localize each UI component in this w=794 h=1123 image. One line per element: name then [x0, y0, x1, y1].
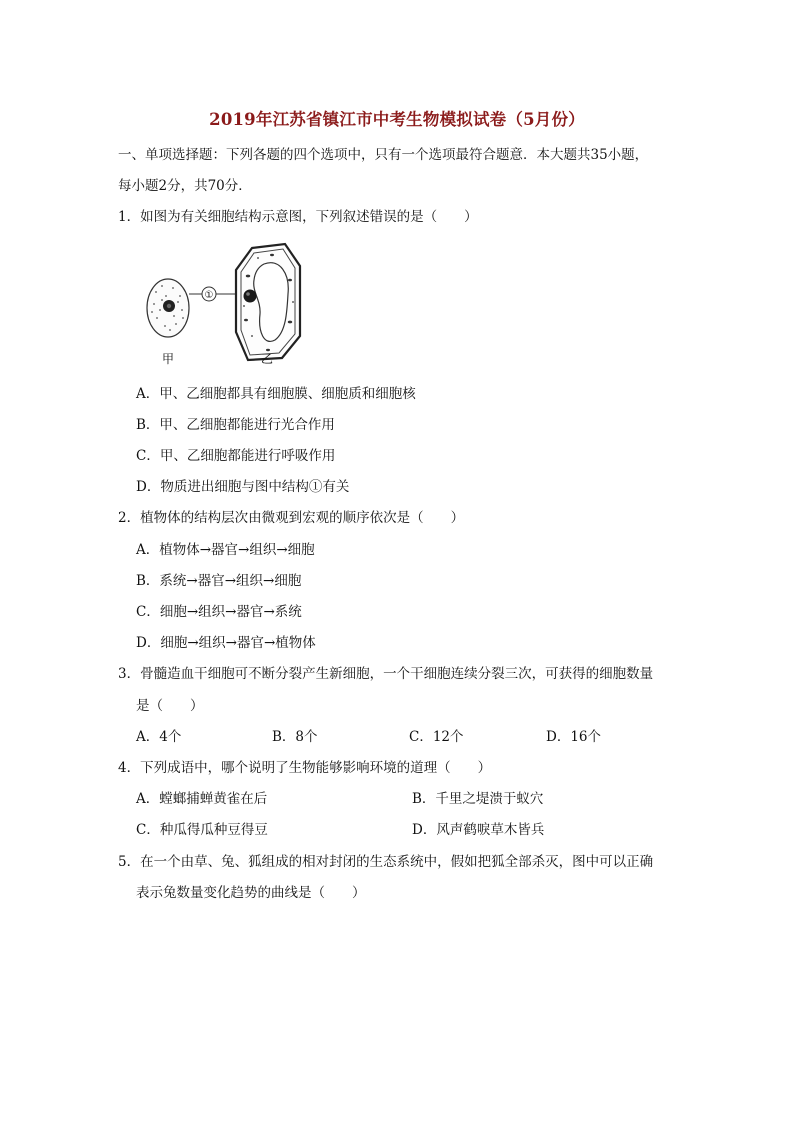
- plant-cell-drawing: [236, 244, 300, 360]
- section-instructions-line2: 每小题2分，共70分．: [118, 178, 252, 194]
- page-title: 2019年江苏省镇江市中考生物模拟试卷（5月份）: [209, 110, 585, 129]
- section-instructions-line1: 一、单项选择题：下列各题的四个选项中，只有一个选项最符合题意．本大题共35小题，: [118, 147, 649, 163]
- question-5-stem-line1: 5．在一个由草、兔、狐组成的相对封闭的生态系统中，假如把狐全部杀灭，图中可以正确: [118, 854, 654, 870]
- figure-label-yi: 乙: [261, 352, 274, 366]
- animal-cell-drawing: [147, 279, 189, 337]
- question-5-stem-line2: 表示兔数量变化趋势的曲线是（ ）: [136, 885, 366, 901]
- question-1-option-a: A．甲、乙细胞都具有细胞膜、细胞质和细胞核: [136, 386, 416, 402]
- question-3-stem-line2: 是（ ）: [136, 698, 204, 714]
- figure-label-jia: 甲: [162, 352, 175, 366]
- cell-diagram: [140, 240, 310, 366]
- cell-structure-figure: [140, 240, 310, 366]
- figure-marker: ①: [204, 290, 214, 301]
- question-1-option-b: B．甲、乙细胞都能进行光合作用: [136, 417, 335, 433]
- question-4-option-b: B．千里之堤溃于蚁穴: [412, 791, 544, 807]
- question-2-option-d: D．细胞→组织→器官→植物体: [136, 635, 316, 651]
- question-4-option-a: A．螳螂捕蝉黄雀在后: [136, 791, 268, 807]
- question-2-stem: 2．植物体的结构层次由微观到宏观的顺序依次是（ ）: [118, 510, 465, 526]
- question-4-option-c: C．种瓜得瓜种豆得豆: [136, 822, 268, 838]
- question-1-option-d: D．物质进出细胞与图中结构①有关: [136, 479, 350, 495]
- question-3-option-c: C．12个: [409, 729, 464, 745]
- question-3-option-d: D．16个: [546, 729, 602, 745]
- question-4-stem: 4．下列成语中，哪个说明了生物能够影响环境的道理（ ）: [118, 760, 492, 776]
- question-2-option-b: B．系统→器官→组织→细胞: [136, 573, 302, 589]
- question-3-stem-line1: 3．骨髓造血干细胞可不断分裂产生新细胞，一个干细胞连续分裂三次，可获得的细胞数量: [118, 666, 654, 682]
- question-1-option-c: C．甲、乙细胞都能进行呼吸作用: [136, 448, 336, 464]
- question-3-option-b: B．8个: [272, 729, 318, 745]
- question-4-option-d: D．风声鹤唳草木皆兵: [412, 822, 545, 838]
- question-2-option-a: A．植物体→器官→组织→细胞: [136, 542, 315, 558]
- question-3-option-a: A．4个: [136, 729, 182, 745]
- question-1-stem: 1．如图为有关细胞结构示意图，下列叙述错误的是（ ）: [118, 209, 478, 225]
- question-2-option-c: C．细胞→组织→器官→系统: [136, 604, 302, 620]
